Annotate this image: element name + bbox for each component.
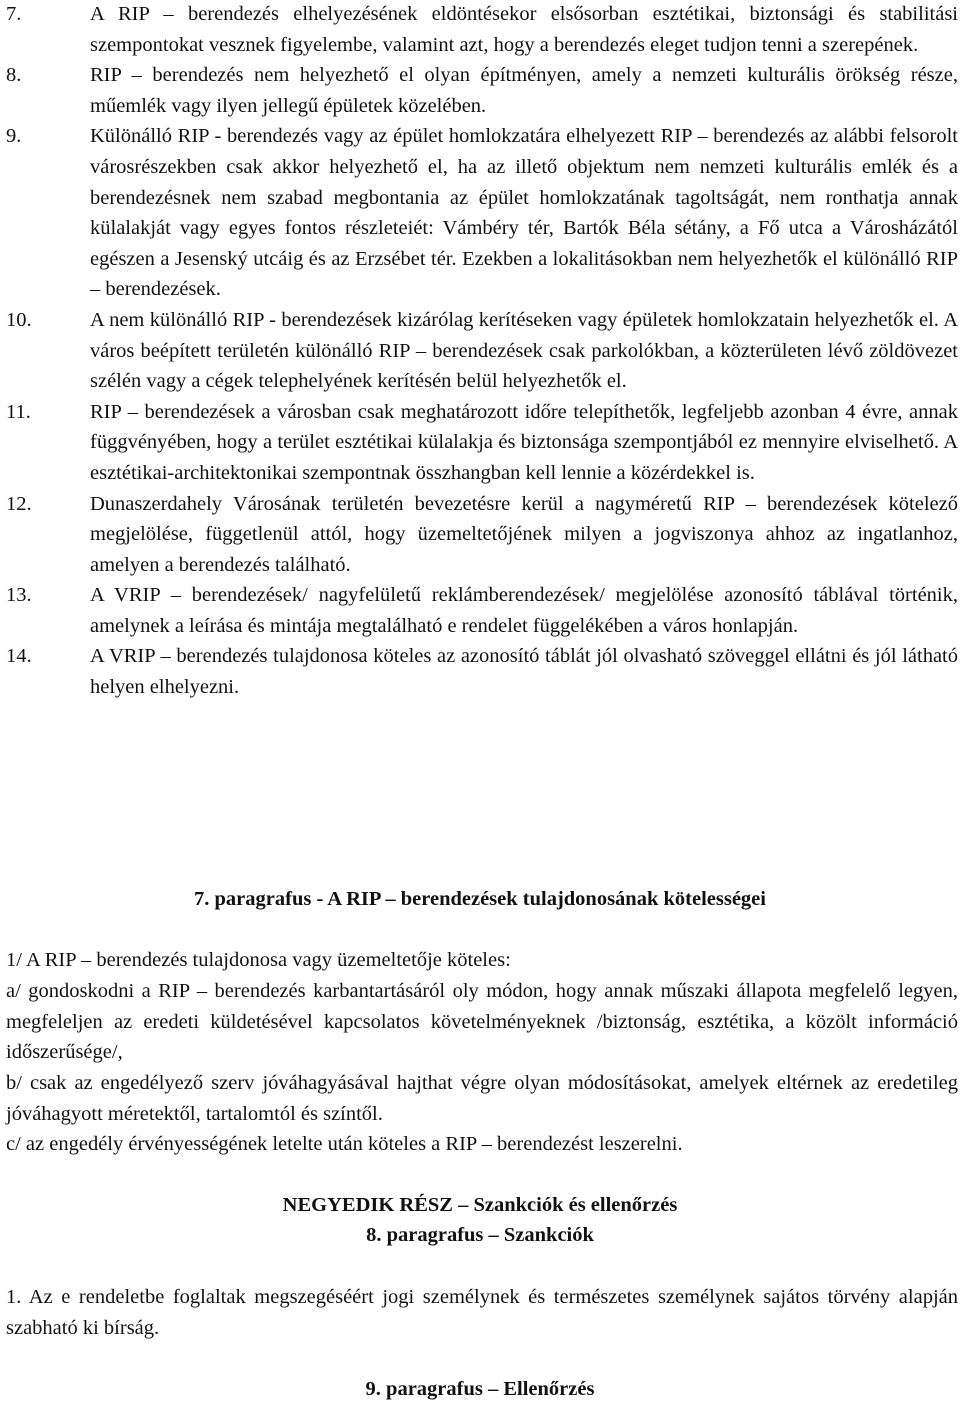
item-text: A VRIP – berendezés tulajdonosa köteles az azonosító táblát jól olvasható szöveggel ellátni és jól látható helyen elhelyezni. [90, 645, 958, 699]
section-7-paragraph-a: a/ gondoskodni a RIP – berendezés karbantartásáról oly módon, hogy annak műszaki állapota megfelelő legyen, megfeleljen az eredeti küldetésével kapcsolatos követelményeknek /biztonság, esztétika, a közölt információ időszerűsége/, [6, 980, 958, 1064]
provision-list [6, 0, 958, 703]
section-7-paragraph-b: b/ csak az engedélyező szerv jóváhagyásával hajthat végre olyan módosításokat, amelyek eltérnek az eredetileg jóváhagyott méretektől, tartalomtól és színtől. [6, 1072, 958, 1125]
section-9-heading: 9. paragrafus – Ellenőrzés [365, 1378, 595, 1400]
section-7-paragraph-1: 1/ A RIP – berendezés tulajdonosa vagy üzemeltetője köteles: [6, 949, 511, 971]
item-text: A RIP – berendezés elhelyezésének eldöntésekor elsősorban esztétikai, biztonsági és stabilitási szempontokat vesznek figyelembe, valamint azt, hogy a berendezés eleget tudjon tenni a szerepének. [90, 3, 958, 56]
item-number: 10. [6, 308, 32, 331]
item-text: RIP – berendezés nem helyezhető el olyan építményen, amely a nemzeti kulturális örökség része, műemlék vagy ilyen jellegű épületek közelében. [90, 64, 958, 117]
item-number: 13. [6, 584, 32, 607]
section-8-heading: 8. paragrafus – Szankciók [366, 1224, 594, 1246]
item-text: Különálló RIP - berendezés vagy az épület homlokzatára elhelyezett RIP – berendezés az alábbi felsorolt városrészekben csak akkor helyezhető el, ha az illető objektum nem nemzeti kulturális emlék és a berendezésnek nem szabad megbontania az épület homlokzatának tagoltságát, nem ronthatja annak külalakját vagy egyes fontos részleteiét: Vámbéry tér, Bartók Béla sétány, a Fő utca a Városházától egészen a Jesenský utcáig és az Erzsébet tér. Ezekben a lokalitásokban nem helyezhetők el különálló RIP – berendezések. [90, 125, 958, 301]
section-8-paragraph-1: 1. Az e rendeletbe foglaltak megszegéséért jogi személynek és természetes személynek sajátos törvény alapján szabható ki bírság. [6, 1286, 958, 1339]
item-text: A VRIP – berendezések/ nagyfelületű reklámberendezések/ megjelölése azonosító táblával történik, amelynek a leírása és mintája megtalálható e rendelet függelékében a város honlapján. [90, 584, 958, 637]
section-7-paragraph-c: c/ az engedély érvényességének letelte után köteles a RIP – berendezést leszerelni. [6, 1133, 683, 1155]
section-7-heading: 7. paragrafus - A RIP – berendezések tulajdonosának kötelességei [194, 888, 766, 910]
item-number: 14. [6, 645, 32, 668]
list-item [6, 489, 958, 581]
item-number: 9. [6, 125, 22, 148]
list-item [6, 121, 958, 305]
list-item [6, 60, 958, 121]
item-number: 11. [6, 400, 31, 423]
item-number: 8. [6, 64, 22, 87]
list-item [6, 397, 958, 489]
item-number: 7. [6, 3, 22, 25]
list-item [6, 641, 958, 702]
item-text: A nem különálló RIP - berendezések kizárólag kerítéseken vagy épületek homlokzatain helyezhetők el. A város beépített területén különálló RIP – berendezések csak parkolókban, a közterületen lévő zöldövezet szélén vagy a cégek telephelyének kerítésén belül helyezhetők el. [90, 308, 958, 393]
list-item [6, 580, 958, 641]
list-item [6, 0, 958, 60]
list-item [6, 305, 958, 397]
part-4-heading: NEGYEDIK RÉSZ – Szankciók és ellenőrzés [282, 1194, 678, 1216]
item-text: RIP – berendezések a városban csak meghatározott időre telepíthetők, legfeljebb azonban 4 évre, annak függvényében, hogy a terület esztétikai külalakja és biztonsága szempontjából ez mennyire elviselhető. A esztétikai-architektonikai szempontnak összhangban kell lennie a közérdekkel is. [90, 400, 958, 484]
item-text: Dunaszerdahely Városának területén bevezetésre kerül a nagyméretű RIP – berendezések kötelező megjelölése, függetlenül attól, hogy üzemeltetőjének milyen a jogviszonya ahhoz az ingatlanhoz, amelyen a berendezés található. [90, 492, 958, 576]
item-number: 12. [6, 492, 32, 515]
